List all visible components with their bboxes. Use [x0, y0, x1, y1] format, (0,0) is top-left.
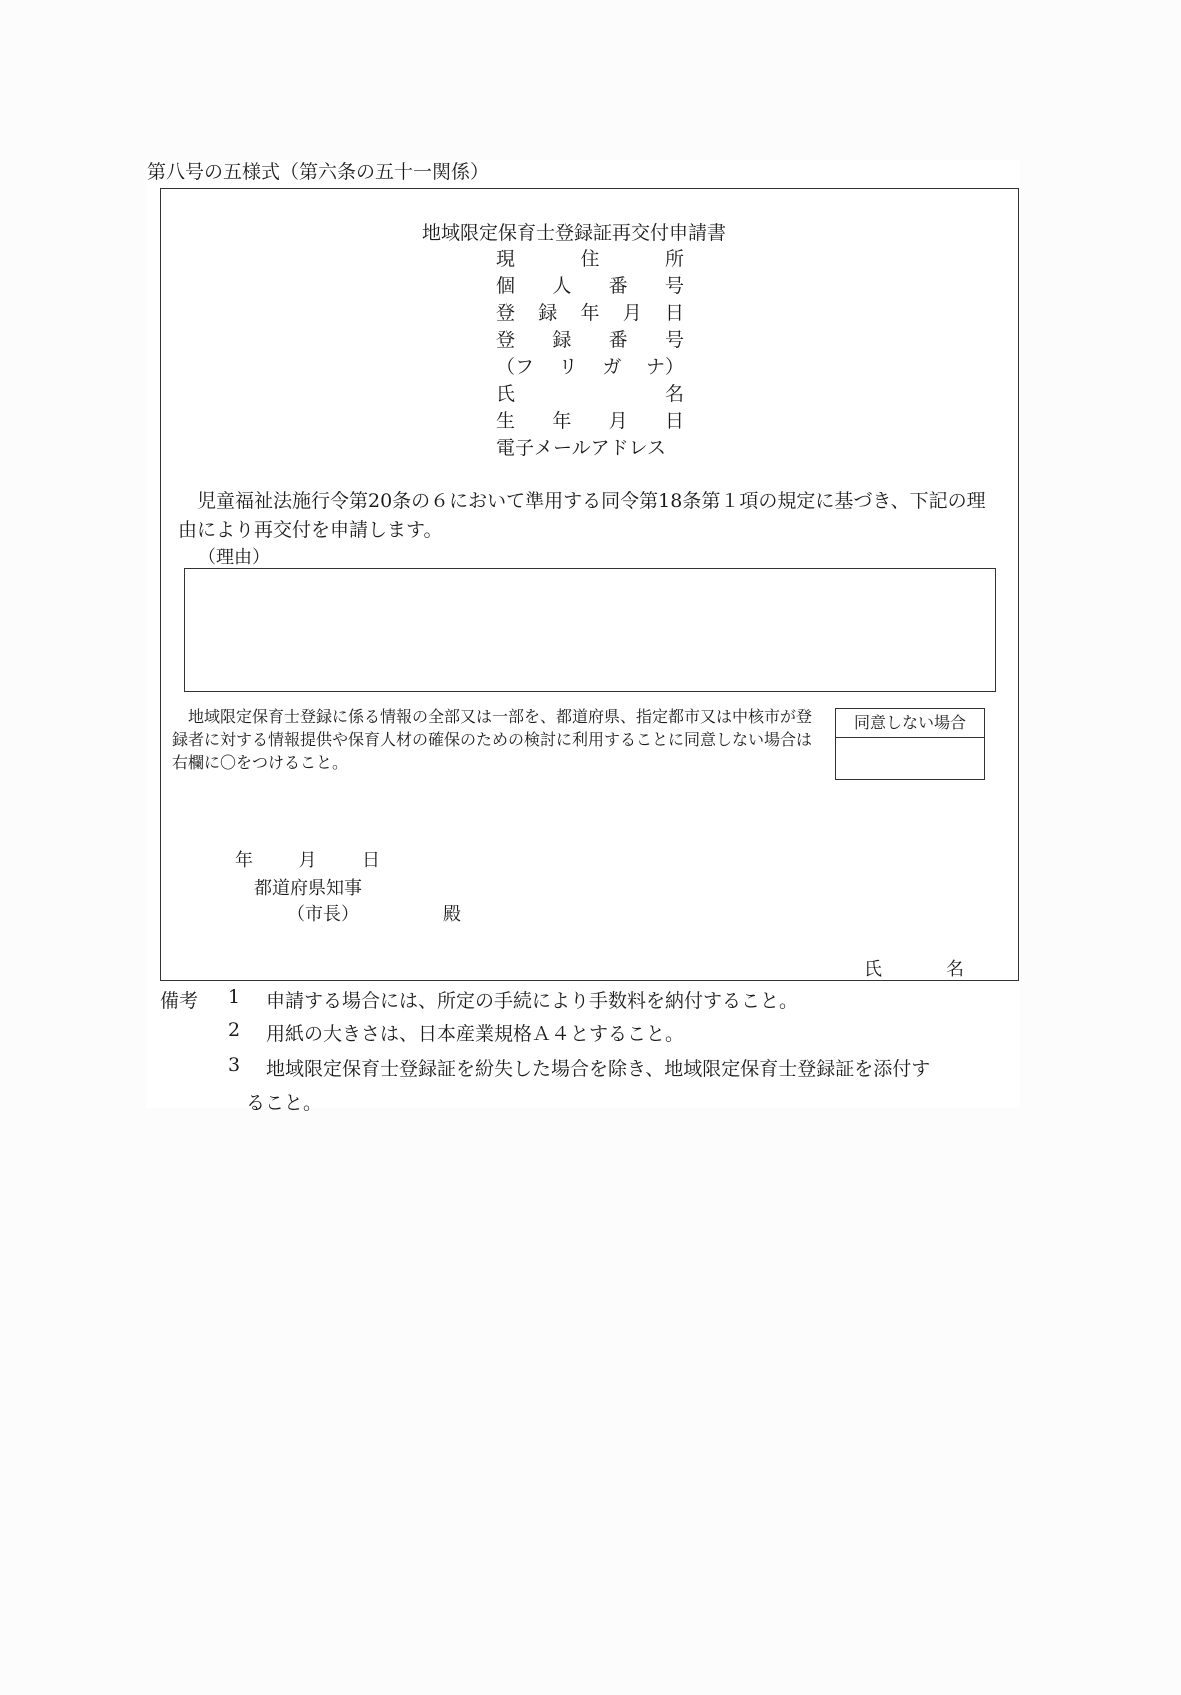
note-number: 3	[228, 1054, 241, 1076]
date-year: 年	[235, 850, 253, 871]
note-number: 1	[228, 986, 241, 1008]
field-registration-number: 登 録 番 号	[496, 329, 684, 351]
date-day: 日	[362, 850, 380, 871]
form-number-label: 第八号の五様式（第六条の五十一関係）	[147, 161, 490, 183]
note-item-continuation: ること。	[246, 1092, 323, 1114]
note-item: 地域限定保育士登録証を紛失した場合を除き、地域限定保育士登録証を添付す	[266, 1058, 931, 1080]
notes-label: 備考	[160, 990, 199, 1012]
consent-mark-cell[interactable]	[836, 738, 984, 778]
consent-box-header: 同意しない場合	[836, 709, 984, 738]
reason-label: （理由）	[198, 547, 270, 568]
field-registration-date: 登 録 年 月 日	[496, 302, 684, 324]
application-statement: 児童福祉法施行令第20条の６において準用する同令第18条第１項の規定に基づき、下記の理由により再交付を申請します。	[178, 490, 986, 541]
field-birth-date: 生 年 月 日	[496, 410, 684, 432]
applicant-signature-name: 氏 名	[864, 959, 964, 980]
date-month: 月	[298, 850, 317, 871]
form-title: 地域限定保育士登録証再交付申請書	[422, 222, 727, 244]
note-item: 用紙の大きさは、日本産業規格Ａ４とすること。	[266, 1023, 685, 1045]
addressee-governor: 都道府県知事	[254, 878, 362, 899]
reason-input-box[interactable]	[184, 568, 996, 692]
consent-box	[835, 708, 985, 780]
addressee-mayor: （市長）	[287, 904, 359, 925]
field-name: 氏 名	[496, 383, 684, 405]
field-furigana: （フ リ ガ ナ）	[496, 356, 684, 378]
field-individual-number: 個 人 番 号	[496, 275, 684, 297]
addressee-honorific: 殿	[443, 904, 461, 925]
consent-notice: 地域限定保育士登録に係る情報の全部又は一部を、都道府県、指定都市又は中核市が登録者に対する情報提供や保育人材の確保のための検討に利用することに同意しない場合は右欄に〇をつけること。	[172, 707, 813, 772]
application-date	[235, 846, 380, 872]
note-item: 申請する場合には、所定の手続により手数料を納付すること。	[266, 990, 799, 1012]
field-email: 電子メールアドレス	[496, 437, 667, 459]
applicant-fields	[496, 246, 684, 462]
note-number: 2	[228, 1019, 241, 1041]
field-current-address: 現 住 所	[496, 248, 684, 270]
